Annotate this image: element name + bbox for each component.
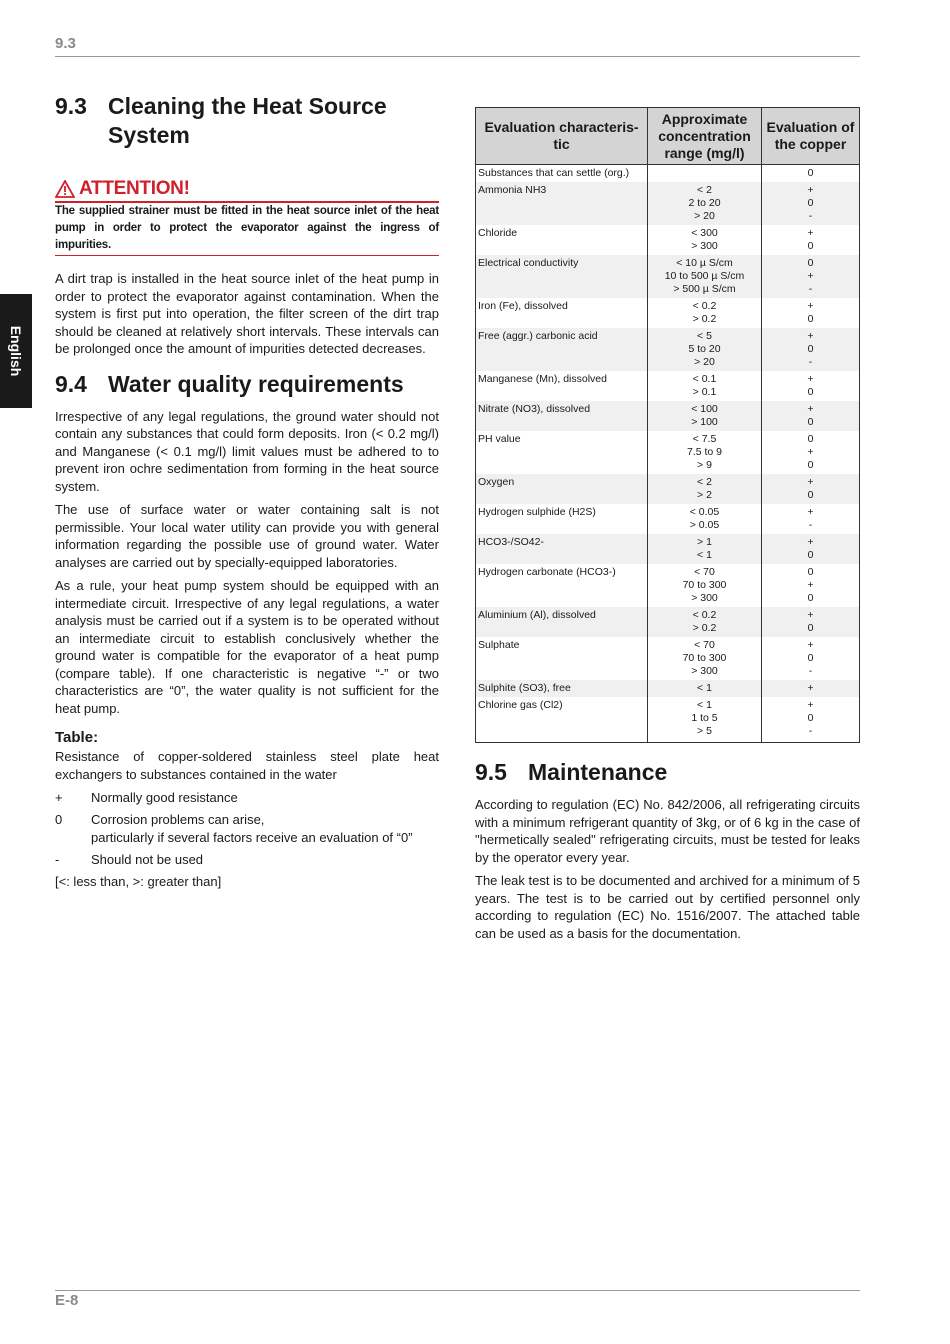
section-number: 9.3 bbox=[55, 93, 87, 119]
cell-evaluation: + 0 bbox=[762, 225, 860, 255]
cleaning-paragraph: A dirt trap is installed in the heat source inlet of the heat pump in order to protect the evaporator against contamination. When the system is first put into operation, the filter screen of the dirt trap should be cleaned at relatively short intervals. These intervals can be prolonged once the amount of impurities detected decreases. bbox=[55, 271, 439, 356]
cell-evaluation: 0 + 0 bbox=[762, 431, 860, 474]
attention-text: The supplied strainer must be fitted in the heat source inlet of the heat pump in order to protect the evaporator against the ingress of impurities. bbox=[55, 205, 439, 251]
water-paragraph-3: As a rule, your heat pump system should be equipped with an intermediate circuit. Irrespective of any legal regulations, a water analysis must be carried out if a system is to be operated without an intermediate circuit to establish conclusively whether the ground water is compatible for the evaporator of a heat pump (compare table). If one characteristic is negative “-” or two characteristics are “0”, the water quality is not sufficient for the heat pump. bbox=[55, 578, 439, 716]
cell-characteristic: Nitrate (NO3), dissolved bbox=[476, 401, 648, 431]
cell-range: < 0.2 > 0.2 bbox=[648, 298, 762, 328]
table-row bbox=[476, 534, 860, 564]
cell-characteristic: Chlorine gas (Cl2) bbox=[476, 697, 648, 743]
cell-characteristic: Hydrogen carbonate (HCO3-) bbox=[476, 564, 648, 607]
cell-evaluation: + 0 - bbox=[762, 637, 860, 680]
cell-characteristic: Oxygen bbox=[476, 474, 648, 504]
cell-range: < 70 70 to 300 > 300 bbox=[648, 564, 762, 607]
cell-range: > 1 < 1 bbox=[648, 534, 762, 564]
cell-evaluation: + 0 bbox=[762, 607, 860, 637]
section-9-3-heading bbox=[55, 92, 439, 150]
cell-range: < 10 µ S/cm 10 to 500 µ S/cm > 500 µ S/cm bbox=[648, 255, 762, 298]
header-characteristic: Evaluation characteris-tic bbox=[476, 108, 648, 165]
table-row bbox=[476, 298, 860, 328]
section-9-4-heading bbox=[55, 370, 439, 399]
cell-range bbox=[648, 165, 762, 183]
cell-range: < 0.05 > 0.05 bbox=[648, 504, 762, 534]
table-row bbox=[476, 225, 860, 255]
legend-item bbox=[55, 789, 439, 807]
cell-range: < 100 > 100 bbox=[648, 401, 762, 431]
legend-note: [<: less than, >: greater than] bbox=[55, 873, 222, 889]
left-column bbox=[55, 92, 439, 895]
cell-characteristic: Substances that can settle (org.) bbox=[476, 165, 648, 183]
table-row bbox=[476, 371, 860, 401]
cell-range: < 0.1 > 0.1 bbox=[648, 371, 762, 401]
cell-characteristic: Free (aggr.) carbonic acid bbox=[476, 328, 648, 371]
legend-text: Corrosion problems can arise, particularly if several factors receive an evaluation of “0” bbox=[91, 812, 413, 845]
table-body bbox=[476, 165, 860, 743]
water-quality-table bbox=[475, 107, 860, 743]
warning-triangle-icon bbox=[55, 180, 75, 198]
legend-text: Normally good resistance bbox=[91, 790, 238, 805]
table-heading: Table: bbox=[55, 729, 99, 746]
cell-range: < 0.2 > 0.2 bbox=[648, 607, 762, 637]
water-paragraph-2: The use of surface water or water containing salt is not permissible. Your local water utility can provide you with general information regarding the possible use of ground water. Water analyses are carried out by specially-equipped laboratories. bbox=[55, 502, 439, 570]
cell-range: < 1 bbox=[648, 680, 762, 697]
table-row bbox=[476, 182, 860, 225]
cell-range: < 300 > 300 bbox=[648, 225, 762, 255]
cell-evaluation: + 0 bbox=[762, 401, 860, 431]
section-number: 9.5 bbox=[475, 759, 507, 785]
cell-characteristic: Iron (Fe), dissolved bbox=[476, 298, 648, 328]
cell-characteristic: Sulphite (SO3), free bbox=[476, 680, 648, 697]
footer-rule bbox=[55, 1290, 860, 1291]
table-row bbox=[476, 401, 860, 431]
cell-characteristic: Electrical conductivity bbox=[476, 255, 648, 298]
legend-symbol: + bbox=[55, 790, 63, 805]
table-row bbox=[476, 697, 860, 743]
language-tab-label: English bbox=[8, 325, 24, 377]
cell-range: < 2 2 to 20 > 20 bbox=[648, 182, 762, 225]
table-row bbox=[476, 680, 860, 697]
attention-label: ATTENTION! bbox=[79, 178, 190, 199]
cell-evaluation: + 0 - bbox=[762, 182, 860, 225]
cell-evaluation: + 0 - bbox=[762, 328, 860, 371]
cell-range: < 1 1 to 5 > 5 bbox=[648, 697, 762, 743]
cell-evaluation: 0 + 0 bbox=[762, 564, 860, 607]
header-range: Approximate concentration range (mg/l) bbox=[648, 108, 762, 165]
legend-item bbox=[55, 851, 439, 869]
cell-characteristic: Chloride bbox=[476, 225, 648, 255]
legend-text: Should not be used bbox=[91, 851, 204, 867]
maintenance-paragraph-1: According to regulation (EC) No. 842/2006, all refrigerating circuits with a minimum refrigerant quantity of 3kg, or of 6 kg in the case of "hermetically sealed" refrigerating circuits, must be tested for leaks by the operator every year. bbox=[475, 797, 860, 865]
table-row bbox=[476, 328, 860, 371]
table-row bbox=[476, 255, 860, 298]
table-row bbox=[476, 504, 860, 534]
table-caption: Resistance of copper-soldered stainless steel plate heat exchangers to substances contained in the water bbox=[55, 749, 439, 782]
language-tab bbox=[0, 294, 32, 408]
table-row bbox=[476, 564, 860, 607]
table-row bbox=[476, 165, 860, 183]
cell-range: < 2 > 2 bbox=[648, 474, 762, 504]
table-row bbox=[476, 474, 860, 504]
cell-characteristic: Aluminium (Al), dissolved bbox=[476, 607, 648, 637]
table-row bbox=[476, 637, 860, 680]
section-title: Cleaning the Heat Source System bbox=[108, 93, 387, 148]
cell-range: < 7.5 7.5 to 9 > 9 bbox=[648, 431, 762, 474]
footer-page-number: E-8 bbox=[55, 1292, 79, 1309]
section-title: Water quality requirements bbox=[108, 370, 404, 397]
right-column bbox=[475, 107, 860, 948]
legend-item bbox=[55, 811, 439, 846]
legend-symbol: - bbox=[55, 851, 60, 867]
table-row bbox=[476, 607, 860, 637]
cell-evaluation: + - bbox=[762, 504, 860, 534]
header-section-number: 9.3 bbox=[55, 35, 76, 52]
cell-evaluation: + bbox=[762, 680, 860, 697]
cell-range: < 5 5 to 20 > 20 bbox=[648, 328, 762, 371]
cell-range: < 70 70 to 300 > 300 bbox=[648, 637, 762, 680]
cell-characteristic: Ammonia NH3 bbox=[476, 182, 648, 225]
legend-symbol: 0 bbox=[55, 812, 63, 827]
cell-evaluation: + 0 bbox=[762, 298, 860, 328]
cell-evaluation: + 0 bbox=[762, 371, 860, 401]
cell-evaluation: 0 + - bbox=[762, 255, 860, 298]
cell-characteristic: PH value bbox=[476, 431, 648, 474]
table-row bbox=[476, 431, 860, 474]
cell-characteristic: HCO3-/SO42- bbox=[476, 534, 648, 564]
header-rule bbox=[55, 56, 860, 57]
table-header-row bbox=[476, 108, 860, 165]
section-9-5-heading bbox=[475, 758, 860, 787]
cell-evaluation: + 0 bbox=[762, 534, 860, 564]
section-title: Maintenance bbox=[528, 759, 668, 785]
cell-characteristic: Manganese (Mn), dissolved bbox=[476, 371, 648, 401]
cell-evaluation: + 0 bbox=[762, 474, 860, 504]
section-number: 9.4 bbox=[55, 370, 87, 397]
water-paragraph-1: Irrespective of any legal regulations, the ground water should not contain any substances that could form deposits. Iron (< 0.2 mg/l) and Manganese (< 0.1 mg/l) limit values must be adhered to to prevent iron ochre sedimentation from forming in the heat source system. bbox=[55, 408, 439, 494]
cell-evaluation: 0 bbox=[762, 165, 860, 183]
cell-characteristic: Sulphate bbox=[476, 637, 648, 680]
attention-rule-bottom bbox=[55, 255, 439, 256]
attention-heading bbox=[55, 178, 439, 200]
cell-evaluation: + 0 - bbox=[762, 697, 860, 743]
cell-characteristic: Hydrogen sulphide (H2S) bbox=[476, 504, 648, 534]
header-evaluation: Evaluation of the copper bbox=[762, 108, 860, 165]
maintenance-paragraph-2: The leak test is to be documented and archived for a minimum of 5 years. The test is to be carried out by certified personnel only according to regulation (EC) No. 1516/2007. The attached table can be used as a basis for the documentation. bbox=[475, 873, 860, 941]
